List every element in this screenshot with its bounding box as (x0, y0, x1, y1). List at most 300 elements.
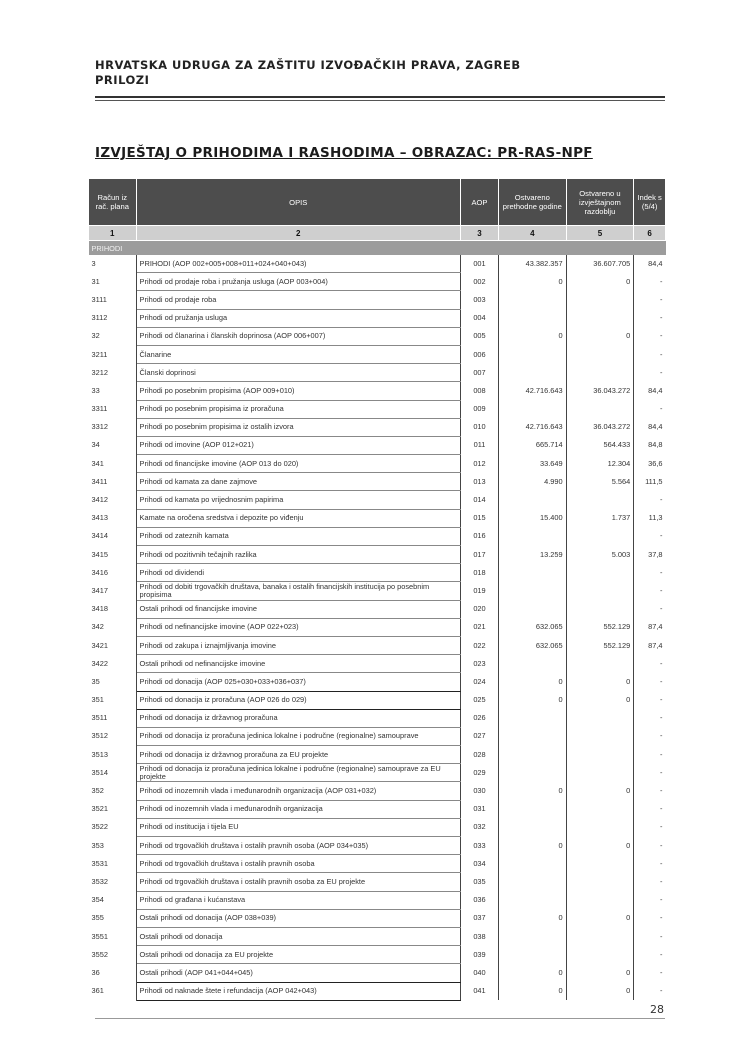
current-period-value (566, 818, 634, 836)
previous-year-value (499, 582, 567, 600)
account-code: 3422 (89, 655, 137, 673)
index-value: - (660, 695, 663, 705)
previous-year-value (499, 727, 567, 745)
row-description: Ostali prihodi od donacija za EU projekte (136, 946, 460, 964)
index-value: - (660, 967, 663, 977)
account-code: 35 (89, 673, 137, 691)
row-description: Prihodi od trgovačkih društava i ostalih pravnih osoba (AOP 034+035) (136, 837, 460, 855)
aop-code: 027 (460, 727, 498, 745)
index-value: - (660, 840, 663, 850)
previous-year-value (499, 400, 567, 418)
aop-code: 003 (460, 291, 498, 309)
aop-code: 036 (460, 891, 498, 909)
previous-year-value (499, 345, 567, 363)
current-period-value (566, 709, 634, 727)
current-period-value: 36.607.705 (566, 255, 634, 273)
table-row (89, 436, 666, 454)
current-period-value: 0 (566, 782, 634, 800)
index-value: 87,4 (648, 640, 663, 650)
current-period-value (566, 564, 634, 582)
aop-code: 033 (460, 837, 498, 855)
row-description: Prihodi od trgovačkih društava i ostalih pravnih osoba za EU projekte (136, 873, 460, 891)
row-description: Prihodi od donacija iz proračuna jedinica lokalne i područne (regionalne) samouprave (136, 727, 460, 745)
current-period-value (566, 927, 634, 945)
row-description: Prihodi od kamata za dane zajmove (136, 473, 460, 491)
current-period-value: 0 (566, 837, 634, 855)
aop-code: 028 (460, 746, 498, 764)
income-report-table (88, 178, 666, 1001)
account-code: 354 (89, 891, 137, 909)
previous-year-value: 632.065 (499, 618, 567, 636)
column-header-description: OPIS (136, 179, 460, 226)
column-header-current-period: Ostvareno u izvještajnom razdoblju (566, 179, 634, 226)
index-value: - (660, 931, 663, 941)
table-row (89, 364, 666, 382)
table-row (89, 873, 666, 891)
index-value: - (660, 876, 663, 886)
previous-year-value: 0 (499, 964, 567, 982)
row-description: Prihodi po posebnim propisima iz ostalih izvora (136, 418, 460, 436)
aop-code: 007 (460, 364, 498, 382)
table-row (89, 764, 666, 782)
row-description: Prihodi od pozitivnih tečajnih razlika (136, 546, 460, 564)
table-row (89, 909, 666, 927)
row-description: Prihodi od kamata po vrijednosnim papirima (136, 491, 460, 509)
aop-code: 030 (460, 782, 498, 800)
previous-year-value: 33.649 (499, 455, 567, 473)
row-description: Prihodi od institucija i tijela EU (136, 818, 460, 836)
previous-year-value: 42.716.643 (499, 382, 567, 400)
aop-code: 029 (460, 764, 498, 782)
row-description: Prihodi po posebnim propisima iz proračuna (136, 400, 460, 418)
index-value: - (660, 676, 663, 686)
previous-year-value (499, 891, 567, 909)
aop-code: 021 (460, 618, 498, 636)
table-row (89, 546, 666, 564)
current-period-value (566, 855, 634, 873)
row-description: Članarine (136, 345, 460, 363)
row-description: Prihodi od dividendi (136, 564, 460, 582)
column-number-row (89, 226, 666, 241)
previous-year-value: 0 (499, 837, 567, 855)
current-period-value (566, 291, 634, 309)
table-row (89, 418, 666, 436)
aop-code: 020 (460, 600, 498, 618)
account-code: 3412 (89, 491, 137, 509)
index-value: - (660, 822, 663, 832)
account-code: 3513 (89, 746, 137, 764)
table-row (89, 509, 666, 527)
column-header-index: Indek s (5/4) (634, 179, 666, 226)
account-code: 3421 (89, 636, 137, 654)
row-description: Prihodi od dobiti trgovačkih društava, banaka i ostalih financijskih institucija po posebnim propisima (136, 582, 460, 600)
previous-year-value (499, 564, 567, 582)
index-value: - (660, 895, 663, 905)
row-description: Prihodi od članarina i članskih doprinosa (AOP 006+007) (136, 327, 460, 345)
table-row (89, 837, 666, 855)
aop-code: 019 (460, 582, 498, 600)
current-period-value (566, 600, 634, 618)
aop-code: 037 (460, 909, 498, 927)
current-period-value: 1.737 (566, 509, 634, 527)
previous-year-value (499, 764, 567, 782)
current-period-value: 36.043.272 (566, 418, 634, 436)
aop-code: 040 (460, 964, 498, 982)
aop-code: 009 (460, 400, 498, 418)
previous-year-value (499, 873, 567, 891)
current-period-value: 552.129 (566, 618, 634, 636)
index-value: - (660, 604, 663, 614)
row-description: Prihodi od zakupa i iznajmljivanja imovine (136, 636, 460, 654)
previous-year-value: 0 (499, 673, 567, 691)
table-row (89, 782, 666, 800)
account-code: 31 (89, 273, 137, 291)
account-code: 3413 (89, 509, 137, 527)
row-description: Prihodi od trgovačkih društava i ostalih pravnih osoba (136, 855, 460, 873)
row-description: Prihodi od nefinancijske imovine (AOP 022+023) (136, 618, 460, 636)
account-code: 3514 (89, 764, 137, 782)
account-code: 3112 (89, 309, 137, 327)
table-row (89, 636, 666, 654)
row-description: Prihodi od imovine (AOP 012+021) (136, 436, 460, 454)
account-code: 341 (89, 455, 137, 473)
row-description: Prihodi po posebnim propisima (AOP 009+010) (136, 382, 460, 400)
column-number: 6 (634, 226, 666, 241)
table-row (89, 582, 666, 600)
footer-divider (95, 1018, 665, 1019)
account-code: 3416 (89, 564, 137, 582)
aop-code: 038 (460, 927, 498, 945)
aop-code: 014 (460, 491, 498, 509)
aop-code: 039 (460, 946, 498, 964)
index-value: - (660, 349, 663, 359)
previous-year-value (499, 291, 567, 309)
index-value: - (660, 767, 663, 777)
current-period-value (566, 727, 634, 745)
current-period-value: 0 (566, 327, 634, 345)
previous-year-value (499, 746, 567, 764)
table-row (89, 982, 666, 1000)
section-label: PRIHODI (89, 241, 666, 256)
table-row (89, 655, 666, 673)
table-row (89, 455, 666, 473)
account-code: 3212 (89, 364, 137, 382)
account-code: 352 (89, 782, 137, 800)
aop-code: 002 (460, 273, 498, 291)
table-row (89, 400, 666, 418)
index-value: - (660, 567, 663, 577)
column-number: 4 (499, 226, 567, 241)
current-period-value: 0 (566, 982, 634, 1000)
previous-year-value (499, 600, 567, 618)
account-code: 3 (89, 255, 137, 273)
aop-code: 012 (460, 455, 498, 473)
section-row (89, 241, 666, 256)
row-description: Prihodi od donacija iz proračuna (AOP 026 do 029) (136, 691, 460, 709)
account-code: 3415 (89, 546, 137, 564)
previous-year-value: 15.400 (499, 509, 567, 527)
index-value: - (660, 658, 663, 668)
aop-code: 004 (460, 309, 498, 327)
current-period-value: 5.564 (566, 473, 634, 491)
table-row (89, 291, 666, 309)
current-period-value (566, 891, 634, 909)
table-row (89, 964, 666, 982)
account-code: 3552 (89, 946, 137, 964)
account-code: 3531 (89, 855, 137, 873)
index-value: - (660, 404, 663, 414)
previous-year-value (499, 709, 567, 727)
aop-code: 032 (460, 818, 498, 836)
document-header (95, 58, 665, 88)
aop-code: 026 (460, 709, 498, 727)
account-code: 32 (89, 327, 137, 345)
account-code: 342 (89, 618, 137, 636)
index-value: 37,8 (648, 549, 663, 559)
index-value: - (660, 713, 663, 723)
column-header-account: Račun iz rač. plana (89, 179, 137, 226)
index-value: - (660, 367, 663, 377)
current-period-value (566, 764, 634, 782)
table-row (89, 818, 666, 836)
row-description: Ostali prihodi od nefinancijske imovine (136, 655, 460, 673)
previous-year-value: 4.990 (499, 473, 567, 491)
current-period-value (566, 655, 634, 673)
table-row (89, 746, 666, 764)
index-value: - (660, 913, 663, 923)
index-value: 84,8 (648, 440, 663, 450)
table-row (89, 473, 666, 491)
report-title: IZVJEŠTAJ O PRIHODIMA I RASHODIMA – OBRAZAC: PR-RAS-NPF (95, 145, 593, 161)
table-row (89, 491, 666, 509)
current-period-value: 564.433 (566, 436, 634, 454)
previous-year-value (499, 855, 567, 873)
column-number: 5 (566, 226, 634, 241)
current-period-value (566, 400, 634, 418)
account-code: 3411 (89, 473, 137, 491)
table-body (89, 255, 666, 1000)
aop-code: 008 (460, 382, 498, 400)
row-description: Prihodi od inozemnih vlada i međunarodnih organizacija (136, 800, 460, 818)
account-code: 3511 (89, 709, 137, 727)
account-code: 3312 (89, 418, 137, 436)
account-code: 3414 (89, 527, 137, 545)
previous-year-value (499, 491, 567, 509)
account-code: 3417 (89, 582, 137, 600)
row-description: Prihodi od naknade štete i refundacija (AOP 042+043) (136, 982, 460, 1000)
index-value: - (660, 986, 663, 996)
account-code: 34 (89, 436, 137, 454)
index-value: - (660, 858, 663, 868)
table-row (89, 727, 666, 745)
current-period-value: 5.003 (566, 546, 634, 564)
row-description: Ostali prihodi od donacija (136, 927, 460, 945)
previous-year-value (499, 309, 567, 327)
current-period-value (566, 582, 634, 600)
table-row (89, 709, 666, 727)
account-code: 3211 (89, 345, 137, 363)
current-period-value: 0 (566, 964, 634, 982)
index-value: - (660, 731, 663, 741)
current-period-value: 0 (566, 273, 634, 291)
previous-year-value: 0 (499, 327, 567, 345)
table-row (89, 600, 666, 618)
page-number: 28 (650, 1003, 664, 1016)
header-divider-thin (95, 100, 665, 101)
table-row (89, 673, 666, 691)
account-code: 3532 (89, 873, 137, 891)
account-code: 3111 (89, 291, 137, 309)
table-row (89, 382, 666, 400)
current-period-value (566, 527, 634, 545)
table-row (89, 527, 666, 545)
account-code: 361 (89, 982, 137, 1000)
table-row (89, 255, 666, 273)
index-value: - (660, 585, 663, 595)
index-value: - (660, 313, 663, 323)
account-code: 3522 (89, 818, 137, 836)
column-header-aop: AOP (460, 179, 498, 226)
table-row (89, 618, 666, 636)
previous-year-value (499, 364, 567, 382)
previous-year-value: 42.716.643 (499, 418, 567, 436)
row-description: Prihodi od donacija iz državnog proračuna za EU projekte (136, 746, 460, 764)
previous-year-value: 0 (499, 982, 567, 1000)
aop-code: 035 (460, 873, 498, 891)
account-code: 3311 (89, 400, 137, 418)
aop-code: 022 (460, 636, 498, 654)
current-period-value: 12.304 (566, 455, 634, 473)
index-value: 84,4 (648, 422, 663, 432)
previous-year-value: 0 (499, 691, 567, 709)
index-value: 84,4 (648, 385, 663, 395)
index-value: 87,4 (648, 622, 663, 632)
previous-year-value: 665.714 (499, 436, 567, 454)
table-row (89, 345, 666, 363)
row-description: Prihodi od zateznih kamata (136, 527, 460, 545)
current-period-value: 0 (566, 691, 634, 709)
aop-code: 041 (460, 982, 498, 1000)
aop-code: 034 (460, 855, 498, 873)
table-row (89, 273, 666, 291)
account-code: 3512 (89, 727, 137, 745)
column-header-previous-year: Ostvareno prethodne godine (499, 179, 567, 226)
row-description: Prihodi od donacija iz proračuna jedinica lokalne i područne (regionalne) samouprave za EU projekte (136, 764, 460, 782)
table-row (89, 564, 666, 582)
current-period-value (566, 491, 634, 509)
row-description: Prihodi od donacija iz državnog proračuna (136, 709, 460, 727)
column-number: 1 (89, 226, 137, 241)
row-description: Ostali prihodi od financijske imovine (136, 600, 460, 618)
aop-code: 025 (460, 691, 498, 709)
table-row (89, 891, 666, 909)
previous-year-value (499, 946, 567, 964)
index-value: - (660, 786, 663, 796)
previous-year-value (499, 527, 567, 545)
current-period-value: 0 (566, 673, 634, 691)
account-code: 351 (89, 691, 137, 709)
aop-code: 015 (460, 509, 498, 527)
index-value: - (660, 804, 663, 814)
row-description: Ostali prihodi (AOP 041+044+045) (136, 964, 460, 982)
previous-year-value: 0 (499, 782, 567, 800)
previous-year-value (499, 655, 567, 673)
index-value: 36,6 (648, 458, 663, 468)
header-divider (95, 96, 665, 98)
account-code: 36 (89, 964, 137, 982)
aop-code: 011 (460, 436, 498, 454)
aop-code: 023 (460, 655, 498, 673)
current-period-value (566, 345, 634, 363)
aop-code: 005 (460, 327, 498, 345)
index-value: - (660, 531, 663, 541)
current-period-value (566, 873, 634, 891)
table-row (89, 855, 666, 873)
aop-code: 018 (460, 564, 498, 582)
previous-year-value: 43.382.357 (499, 255, 567, 273)
index-value: - (660, 331, 663, 341)
aop-code: 017 (460, 546, 498, 564)
index-value: - (660, 949, 663, 959)
index-value: 84,4 (648, 258, 663, 268)
row-description: Prihodi od inozemnih vlada i međunarodnih organizacija (AOP 031+032) (136, 782, 460, 800)
account-code: 3418 (89, 600, 137, 618)
table-row (89, 800, 666, 818)
row-description: Članski doprinosi (136, 364, 460, 382)
table-header-row (89, 179, 666, 226)
table-row (89, 946, 666, 964)
current-period-value: 0 (566, 909, 634, 927)
index-value: - (660, 294, 663, 304)
previous-year-value: 0 (499, 273, 567, 291)
column-number: 2 (136, 226, 460, 241)
current-period-value (566, 309, 634, 327)
index-value: - (660, 276, 663, 286)
index-value: - (660, 749, 663, 759)
organization-name: HRVATSKA UDRUGA ZA ZAŠTITU IZVOĐAČKIH PRAVA, ZAGREB (95, 58, 521, 72)
current-period-value (566, 746, 634, 764)
table-row (89, 927, 666, 945)
current-period-value (566, 946, 634, 964)
account-code: 353 (89, 837, 137, 855)
current-period-value: 552.129 (566, 636, 634, 654)
aop-code: 006 (460, 345, 498, 363)
previous-year-value (499, 818, 567, 836)
current-period-value: 36.043.272 (566, 382, 634, 400)
row-description: Prihodi od građana i kućanstava (136, 891, 460, 909)
index-value: - (660, 495, 663, 505)
previous-year-value: 13.259 (499, 546, 567, 564)
column-number: 3 (460, 226, 498, 241)
row-description: Ostali prihodi od donacija (AOP 038+039) (136, 909, 460, 927)
previous-year-value (499, 927, 567, 945)
current-period-value (566, 364, 634, 382)
row-description: Prihodi od donacija (AOP 025+030+033+036+037) (136, 673, 460, 691)
account-code: 3551 (89, 927, 137, 945)
row-description: Kamate na oročena sredstva i depozite po viđenju (136, 509, 460, 527)
index-value: 111,5 (645, 476, 663, 486)
row-description: Prihodi od prodaje roba i pružanja usluga (AOP 003+004) (136, 273, 460, 291)
table-row (89, 327, 666, 345)
account-code: 3521 (89, 800, 137, 818)
previous-year-value: 632.065 (499, 636, 567, 654)
row-description: Prihodi od prodaje roba (136, 291, 460, 309)
aop-code: 010 (460, 418, 498, 436)
current-period-value (566, 800, 634, 818)
account-code: 355 (89, 909, 137, 927)
previous-year-value (499, 800, 567, 818)
index-value: 11,3 (648, 513, 663, 523)
